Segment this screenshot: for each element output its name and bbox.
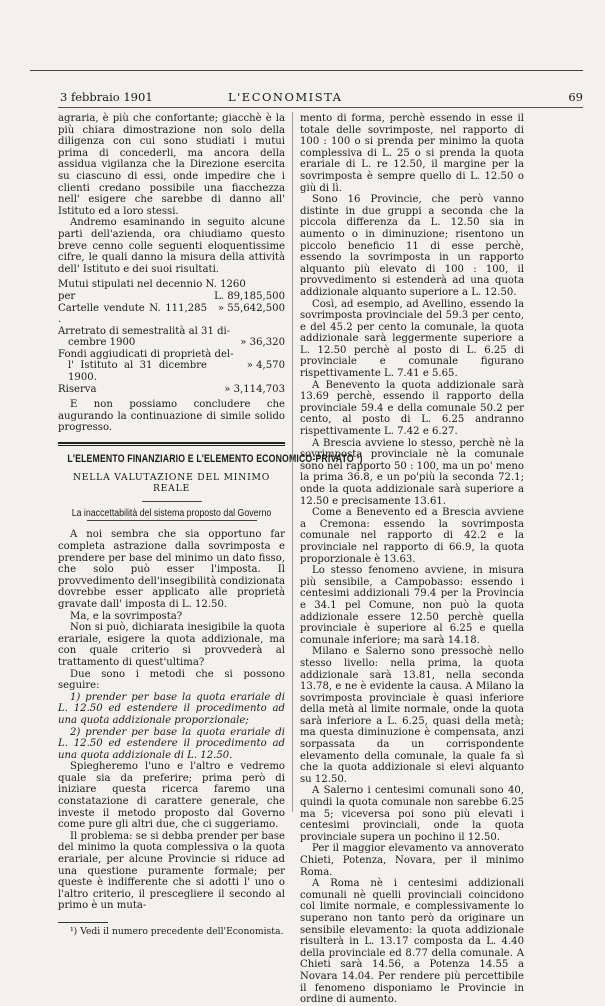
paragraph: Milano e Salerno sono pressochè nello stesso livello: nella prima, la quota addizionale sarà 13.81, nella seconda 13.78, e ne è evidente la causa. A Milano la sovrimposta provinciale è quasi inferiore della metà al limite normale, onde la quota sarà inferiore a L. 6.25, quasi della metà; ma questa diminuzione è compensata, anzi sorpassata da un corrispondente elevamento della comunale, la quale fa sì che la quota addizionale si elevi alquanto su 12.50.: [300, 646, 524, 785]
table-value: » 4,570: [246, 360, 285, 372]
journal-title: L'ECONOMISTA: [228, 90, 343, 104]
paragraph: mento di forma, perchè essendo in esse il totale delle sovrimposte, nel rapporto di 100 : 100 o si prenda per minimo la quota complessiva di L. 25 o si prenda la quota erariale di L. re 12.50, il margine per la sovrimposta è sempre quello di L. 12.50 o giù di lì.: [300, 113, 524, 194]
table-label: Fondi aggiudicati di proprietà del-: [58, 348, 234, 360]
table-value: L. 89,185,500: [214, 290, 285, 302]
section-title: L'ELEMENTO FINANZIARIO E L'ELEMENTO ECONOMICO-PRIVATO ¹): [67, 453, 363, 466]
issue-date: 3 febbraio 1901: [60, 90, 153, 104]
section-rule: [58, 442, 285, 444]
paragraph: A Roma nè i centesimi addizionali comunali nè quelli provinciali coincidono col limite normale, e complessivamente lo superano non tanto però da originare un sensibile elevamento: la quota addizionale risulterà in L. 13.17 composta da L. 4.40 della provinciale ed 8.77 della comunale. A Chieti sarà 14.56, a Potenza 14.55 a Novara 14.04. Per rendere più percettibile il fenomeno disponiamo le Provincie in ordine di aumento.: [300, 878, 524, 1006]
right-column: [300, 113, 524, 1006]
table-row: [58, 349, 285, 361]
table-label: l' Istituto al 31 dicembre 1900.: [68, 360, 207, 384]
top-rule: [30, 70, 583, 71]
table-row: [58, 337, 285, 349]
paragraph: Lo stesso fenomeno avviene, in misura più sensibile, a Campobasso: essendo i centesimi addizionali 79.4 per la Provincia e 34.1 pel Comune, non può la quota addizionale essere 12.50 perchè quella provinciale è superiore al 6.25 e quella comunale inferiore; ma sarà 14.18.: [300, 565, 524, 646]
paragraph: Ma, e la sovrimposta?: [70, 610, 183, 622]
paragraph: agraria, è più che confortante; giacchè è la più chiara dimostrazione non solo della diligenza con cui sono studiati i mutui prima di concederli, ma ancora della assidua vigilanza che la Direzione esercita su ciascuno di essi, onde impedire che i clienti credano possibile una fiacchezza nell' esigere che sarebbe di danno all' Istituto ed a loro stessi.: [58, 113, 285, 217]
paragraph: A Benevento la quota addizionale sarà 13.69 perchè, essendo il rapporto della provinciale 59.4 e della comunale 50.2 per cento, al posto di L. 6.25 andranno rispettivamente L. 7.42 e 6.27.: [300, 379, 524, 438]
table-label: Cartelle vendute N. 111,285 .: [58, 302, 207, 326]
page-number: 69: [568, 90, 583, 104]
divider: [87, 520, 257, 521]
section-subheading: NELLA VALUTAZIONE DEL MINIMO REALE: [72, 471, 271, 495]
divider: [142, 501, 202, 502]
statistics-table: [58, 279, 285, 395]
table-label: Mutui stipulati nel decennio N. 1260: [58, 279, 246, 291]
paragraph: Non si può, dichiarata inesigibile la quota erariale, esigere la quota addizionale, ma con quale criterio si provvederà al trattamento di quest'ultima?: [58, 622, 285, 668]
table-label: per: [58, 290, 76, 302]
paragraph: Per il maggior elevamento va annoverato Chieti, Potenza, Novara, per il minimo Roma.: [300, 843, 524, 878]
paragraph: Andremo esaminando in seguito alcune parti dell'azienda, ora chiudiamo questo breve cenno colle seguenti eloquentissime cifre, le quali danno la misura della attività dell' Istituto e dei suoi risultati.: [58, 217, 285, 275]
table-row: [58, 279, 285, 291]
method-item: 2) prender per base la quota erariale di L. 12.50 ed estendere il procedimento ad una quota addizionale di L. 12.50.: [58, 726, 285, 761]
paragraph: Il problema: se si debba prender per base del minimo la quota complessiva o la quota erariale, per alcune Provincie si riduce ad una questione puramente formale; per queste è indifferente che si adotti l' uno o l'altro criterio, il prescegliere il secondo al primo è un muta-: [58, 830, 285, 912]
footnote-rule: [58, 922, 108, 923]
running-header: [60, 90, 583, 104]
subsection-title: La inaccettabilità del sistema proposto dal Governo: [71, 507, 272, 519]
paragraph: Così, ad esempio, ad Avellino, essendo la sovrimposta provinciale del 59.3 per cento, e del 45.2 per cento la comunale, la quota addizionale sarà leggermente superiore a L. 12.50 perchè al posto di L. 6.25 di provinciale e comunale figurano rispettivamente L. 7.41 e 5.65.: [300, 298, 524, 380]
table-row: [58, 326, 285, 338]
table-label: Riserva: [58, 383, 97, 395]
paragraph: E non possiamo concludere che augurando la continuazione di simile solido progresso.: [58, 399, 285, 434]
paragraph: A Salerno i centesimi comunali sono 40, quindi la quota comunale non sarebbe 6.25 ma 5; viceversa poi sono più elevati i centesimi provinciali, onde la quota provinciale supera un pochino il 12.50.: [300, 785, 524, 843]
paragraph: Due sono i metodi che si possono seguire:: [58, 668, 285, 692]
paragraph: Spiegheremo l'uno e l'altro e vedremo quale sia da preferire; prima però di iniziare questa ricerca faremo una constatazione di carattere generale, che investe il metodo proposto dal Governo come pure gli altri due, che ci suggeriamo.: [58, 761, 285, 831]
table-label: Arretrato di semestralità al 31 di-: [58, 325, 231, 337]
column-divider: [292, 112, 293, 812]
table-value: » 36,320: [240, 337, 285, 349]
table-row: [58, 303, 285, 326]
table-value: » 55,642,500: [217, 302, 285, 314]
section-rule: [58, 445, 285, 446]
paragraph: A noi sembra che sia opportuno far completa astrazione dalla sovrimposta e prendere per base del minimo un dato fisso, che solo può esser l'imposta. Il provvedimento dell'insegibilità condizionata dovrebbe esser applicato alle proprietà gravate dall' imposta di L. 12.50.: [58, 529, 285, 610]
method-item: 1) prender per base la quota erariale di L. 12.50 ed estendere il procedimento ad una quota addizionale proporzionale;: [58, 691, 285, 726]
left-column: [58, 113, 363, 938]
footnote: ¹) Vedi il numero precedente dell'Economista.: [70, 926, 284, 937]
header-rule: [58, 107, 583, 108]
table-row: [58, 360, 285, 383]
paragraph: Come a Benevento ed a Brescia avviene a Cremona: essendo la sovrimposta comunale nel rapporto di 42.2 e la provinciale nel rapporto di 66.9, la quota proporzionale è 13.63.: [300, 507, 524, 565]
table-label: cembre 1900: [68, 337, 136, 349]
table-row: [58, 384, 285, 396]
table-row: [58, 291, 285, 303]
paragraph: A Brescia avviene lo stesso, perchè nè la sovrimposta provinciale nè la comunale sono nel rapporto 50 : 100, ma un po' meno la prima 36.8, e un po'più la seconda 72.1; onde la quota addizionale sarà superiore a 12.50 e precisamente 13.61.: [300, 437, 524, 507]
paragraph: Sono 16 Provincie, che però vanno distinte in due gruppi a seconda che la piccola differenza da L. 12.50 sia in aumento o in diminuzione; risentono un piccolo beneficio 11 di esse perchè, essendo la sovrimposta in un rapporto alquanto più elevato di 100 : 100, il provvedimento si estenderà ad una quota addizionale alquanto superiore a L. 12.50.: [300, 194, 524, 298]
table-value: » 3,114,703: [224, 383, 285, 395]
